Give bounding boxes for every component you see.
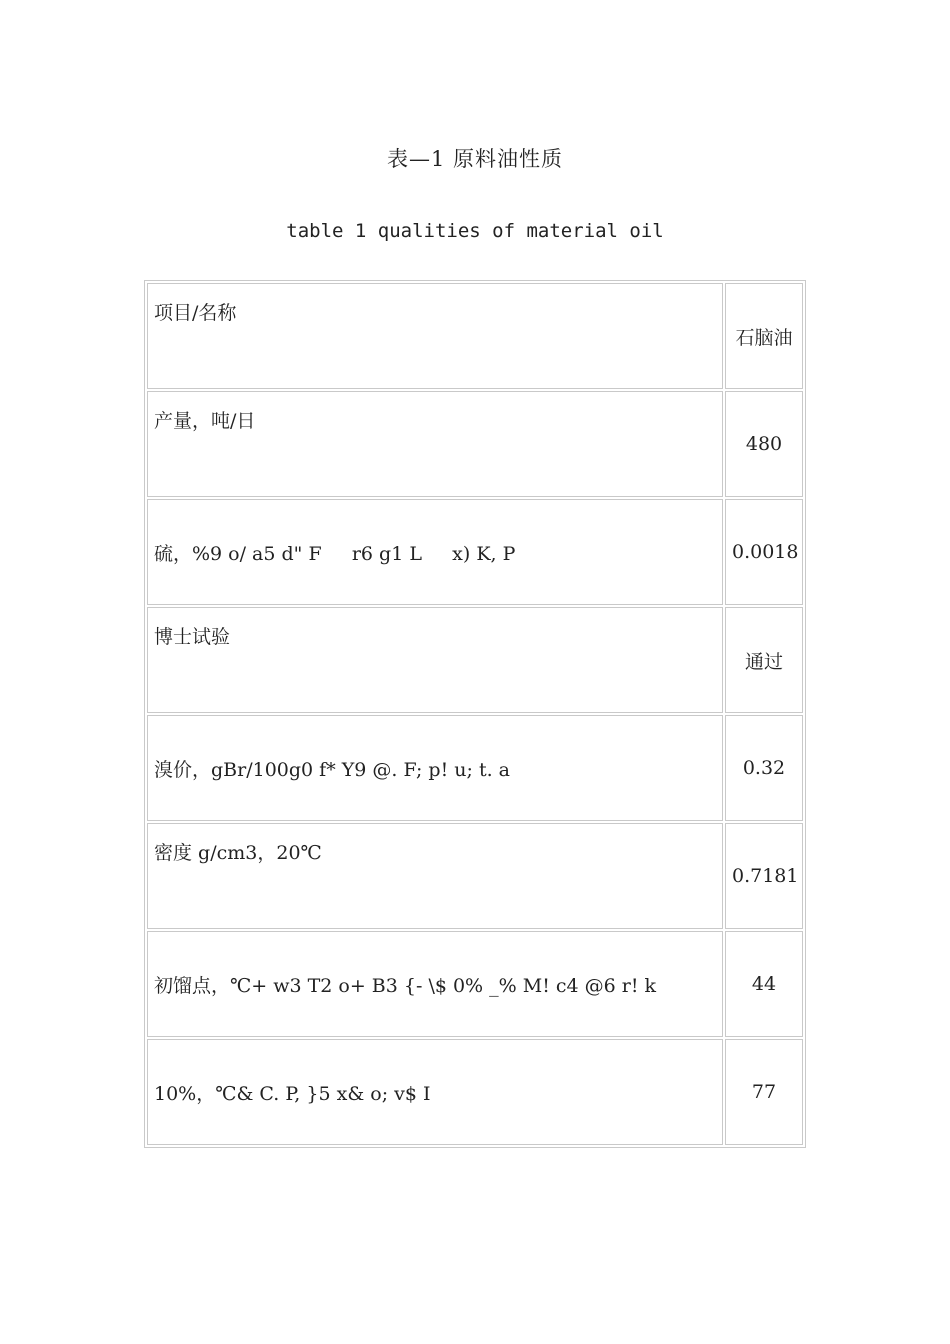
row-value-cell [725,499,803,605]
row-label-cell [147,823,723,929]
properties-table-container [144,280,806,1148]
properties-table [145,281,805,1147]
table-title-english: table 1 qualities of material oil [286,220,664,242]
table-row [147,823,803,929]
row-label: 溴价，gBr/100g0 f* Y9 @. F; p! u; t. a [154,758,510,781]
row-value-cell [725,607,803,713]
row-value: 77 [751,1081,777,1103]
table-row [147,391,803,497]
row-label: 初馏点，℃+ w3 T2 o+ B3 {- \$ 0% _% M! c4 @6 r! k [154,974,657,997]
row-label: 硫，%9 o/ a5 d" F r6 g1 L x) K, P [154,542,516,565]
row-value-cell [725,391,803,497]
row-value-cell [725,931,803,1037]
table-row [147,607,803,713]
table-row [147,499,803,605]
row-label-cell [147,607,723,713]
row-value: 0.0018 [732,541,799,563]
table-row [147,1039,803,1145]
row-value: 0.32 [742,757,786,779]
row-label-cell [147,715,723,821]
row-label: 博士试验 [154,626,231,648]
row-label-cell [147,1039,723,1145]
table-row [147,931,803,1037]
row-value: 480 [745,433,783,455]
row-value: 通过 [744,650,783,673]
row-label: 密度 g/cm3，20℃ [154,842,322,864]
row-label-cell [147,283,723,389]
row-value-cell [725,715,803,821]
row-label: 项目/名称 [154,302,237,324]
row-label: 产量，吨/日 [154,410,256,432]
table-title-chinese: 表—1 原料油性质 [386,147,564,171]
row-value: 石脑油 [735,326,793,349]
table-row [147,283,803,389]
row-label-cell [147,391,723,497]
row-value-cell [725,283,803,389]
row-value-cell [725,823,803,929]
table-row [147,715,803,821]
row-value: 0.7181 [732,865,799,887]
row-label-cell [147,931,723,1037]
row-label-cell [147,499,723,605]
row-value: 44 [751,973,777,995]
row-value-cell [725,1039,803,1145]
row-label: 10%，℃& C. P, }5 x& o; v$ I [154,1082,431,1105]
